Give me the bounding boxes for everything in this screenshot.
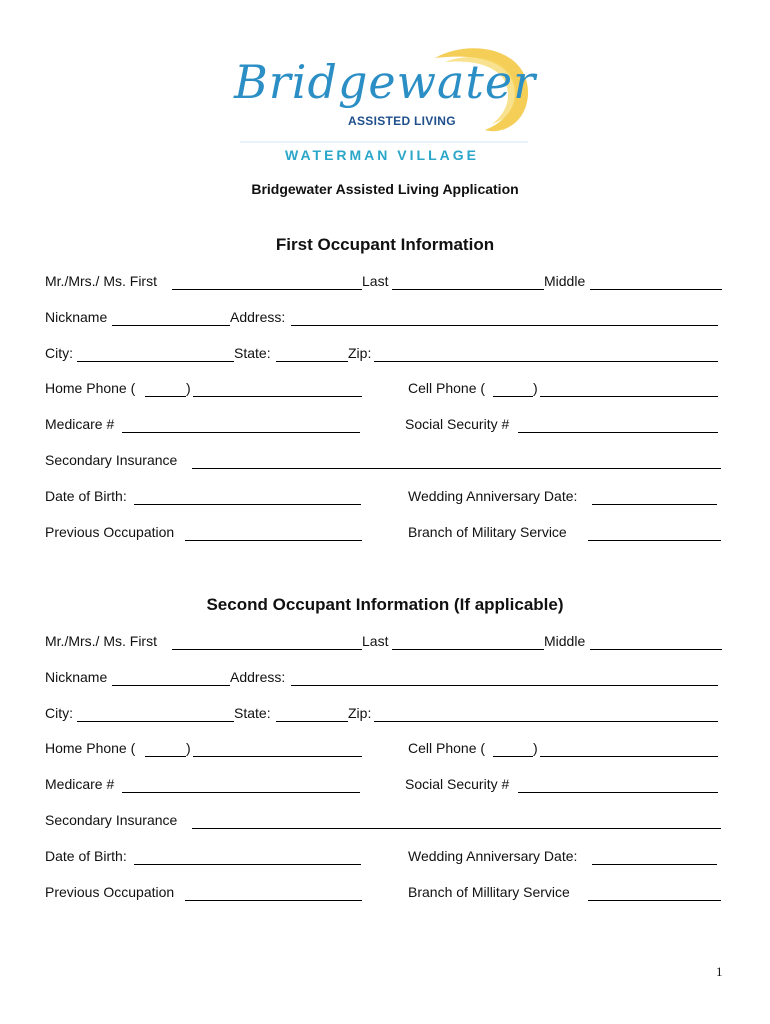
cell-phone-close-paren: ) (533, 380, 538, 396)
city-label: City: (45, 705, 73, 721)
occupation-label: Previous Occupation (45, 884, 175, 900)
zip-label: Zip: (348, 345, 372, 361)
cell-phone-field[interactable] (540, 396, 718, 397)
anniversary-label: Wedding Anniversary Date: (408, 848, 578, 864)
secondary-insurance-field[interactable] (192, 468, 721, 469)
home-phone-field[interactable] (193, 396, 362, 397)
first-name-label: Mr./Mrs./ Ms. First (45, 633, 157, 649)
zip-field[interactable] (374, 721, 718, 722)
address-field[interactable] (291, 325, 718, 326)
home-phone-label: Home Phone ( (45, 740, 136, 756)
occupation-label: Previous Occupation (45, 524, 175, 540)
city-field[interactable] (77, 721, 234, 722)
ssn-label: Social Security # (405, 776, 510, 792)
state-field[interactable] (276, 721, 348, 722)
cell-phone-area-code-field[interactable] (493, 756, 533, 757)
first-name-field[interactable] (172, 289, 362, 290)
home-phone-close-paren: ) (186, 740, 191, 756)
anniversary-label: Wedding Anniversary Date: (408, 488, 578, 504)
nickname-label: Nickname (45, 309, 108, 325)
home-phone-field[interactable] (193, 756, 362, 757)
first-name-label: Mr./Mrs./ Ms. First (45, 273, 157, 289)
military-branch-field[interactable] (588, 900, 721, 901)
state-field[interactable] (276, 361, 348, 362)
secondary-insurance-label: Secondary Insurance (45, 812, 178, 828)
address-label: Address: (230, 309, 286, 325)
second-occupant-section-title: Second Occupant Information (If applicable) (206, 595, 564, 614)
dob-label: Date of Birth: (45, 488, 127, 504)
state-label: State: (234, 345, 271, 361)
logo-village-name: WATERMAN VILLAGE (285, 147, 479, 163)
cell-phone-label: Cell Phone ( (408, 740, 486, 756)
ssn-field[interactable] (518, 792, 718, 793)
nickname-field[interactable] (112, 685, 230, 686)
middle-name-field[interactable] (590, 289, 722, 290)
zip-field[interactable] (374, 361, 718, 362)
last-name-field[interactable] (392, 289, 544, 290)
medicare-field[interactable] (122, 432, 360, 433)
nickname-field[interactable] (112, 325, 230, 326)
anniversary-field[interactable] (592, 504, 717, 505)
dob-field[interactable] (134, 504, 361, 505)
secondary-insurance-label: Secondary Insurance (45, 452, 178, 468)
middle-name-label: Middle (544, 633, 586, 649)
military-branch-label: Branch of Military Service (408, 524, 567, 540)
dob-label: Date of Birth: (45, 848, 127, 864)
medicare-label: Medicare # (45, 416, 115, 432)
secondary-insurance-field[interactable] (192, 828, 721, 829)
cell-phone-area-code-field[interactable] (493, 396, 533, 397)
anniversary-field[interactable] (592, 864, 717, 865)
dob-field[interactable] (134, 864, 361, 865)
middle-name-field[interactable] (590, 649, 722, 650)
military-branch-label: Branch of Millitary Service (408, 884, 570, 900)
city-label: City: (45, 345, 73, 361)
occupation-field[interactable] (185, 540, 362, 541)
document-title: Bridgewater Assisted Living Application (251, 181, 519, 197)
logo-brand-name: Bridgewater (234, 55, 537, 109)
medicare-label: Medicare # (45, 776, 115, 792)
bridgewater-logo (230, 40, 540, 170)
ssn-label: Social Security # (405, 416, 510, 432)
address-label: Address: (230, 669, 286, 685)
last-name-label: Last (362, 273, 389, 289)
first-name-field[interactable] (172, 649, 362, 650)
middle-name-label: Middle (544, 273, 586, 289)
occupation-field[interactable] (185, 900, 362, 901)
medicare-field[interactable] (122, 792, 360, 793)
home-phone-area-code-field[interactable] (145, 756, 186, 757)
zip-label: Zip: (348, 705, 372, 721)
military-branch-field[interactable] (588, 540, 721, 541)
city-field[interactable] (77, 361, 234, 362)
nickname-label: Nickname (45, 669, 108, 685)
state-label: State: (234, 705, 271, 721)
page-number: 1 (716, 964, 723, 979)
ssn-field[interactable] (518, 432, 718, 433)
cell-phone-label: Cell Phone ( (408, 380, 486, 396)
last-name-label: Last (362, 633, 389, 649)
first-occupant-section-title: First Occupant Information (275, 235, 495, 254)
cell-phone-close-paren: ) (533, 740, 538, 756)
home-phone-close-paren: ) (186, 380, 191, 396)
home-phone-label: Home Phone ( (45, 380, 136, 396)
logo-subtitle: ASSISTED LIVING (348, 114, 456, 128)
address-field[interactable] (291, 685, 718, 686)
last-name-field[interactable] (392, 649, 544, 650)
cell-phone-field[interactable] (540, 756, 718, 757)
home-phone-area-code-field[interactable] (145, 396, 186, 397)
